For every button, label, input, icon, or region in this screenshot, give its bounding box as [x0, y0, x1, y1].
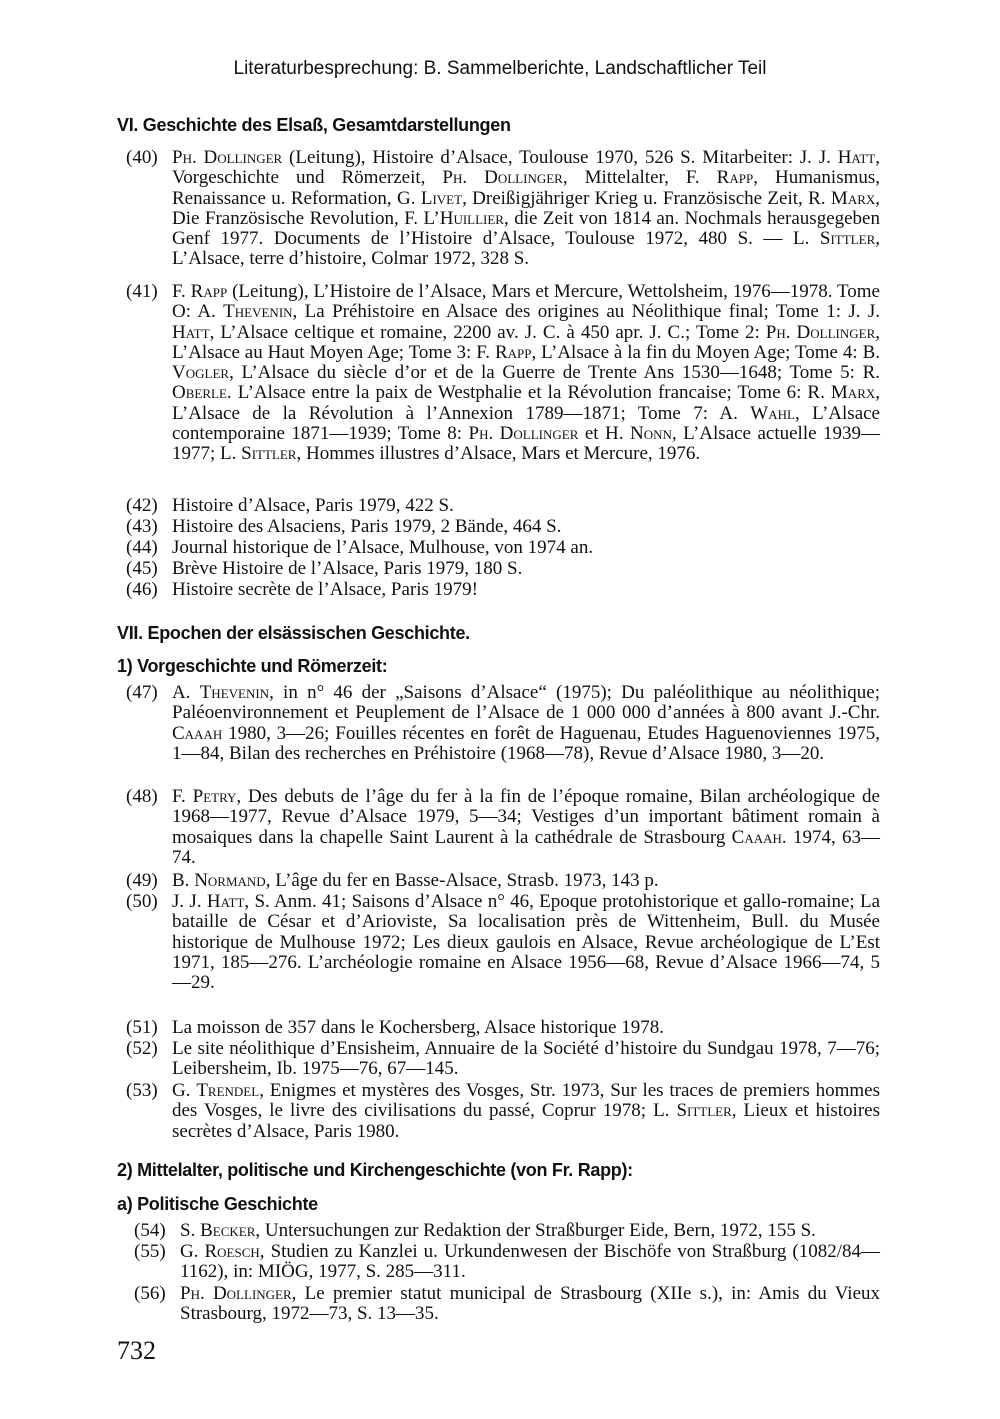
bib-entry-51	[126, 1017, 880, 1038]
entry-text: B. Normand, L’âge du fer en Basse-Alsace, Strasb. 1973, 143 p.	[172, 870, 659, 891]
entry-number: (45)	[126, 558, 158, 579]
bib-entry-42	[126, 495, 880, 516]
entry-number: (44)	[126, 537, 158, 558]
entry-number: (56)	[134, 1283, 166, 1304]
bib-entry-43	[126, 516, 880, 537]
entry-number: (53)	[126, 1080, 158, 1101]
entry-text: S. Becker, Untersuchungen zur Redaktion der Straßburger Eide, Bern, 1972, 155 S.	[180, 1220, 816, 1241]
entry-number: (49)	[126, 870, 158, 891]
entry-text: G. Roesch, Studien zu Kanzlei u. Urkundenwesen der Bischöfe von Straßburg (1082/84—1162), in: MIÖG, 1977, S. 285—311.	[180, 1241, 880, 1283]
entry-text: F. Petry, Des debuts de l’âge du fer à la fin de l’époque romaine, Bilan archéologique de 1968—1977, Revue d’Alsace 1979, 5—34; Vestiges d’un important bâtiment romain à mosaiques dans la chapelle Saint Laurent à la cathédrale de Strasbourg Caaah. 1974, 63—74.	[172, 786, 881, 868]
subheading-vorgeschichte: 1) Vorgeschichte und Römerzeit:	[117, 656, 388, 676]
entry-text: Le site néolithique d’Ensisheim, Annuaire de la Société d’histoire du Sundgau 1978, 7—76; Leibersheim, Ib. 1975—76, 67—145.	[172, 1038, 880, 1080]
bib-entry-47	[126, 682, 880, 764]
bib-entry-52	[126, 1038, 880, 1080]
entry-number: (54)	[134, 1220, 166, 1241]
entry-text: Histoire secrète de l’Alsace, Paris 1979!	[172, 579, 479, 600]
entry-text: G. Trendel, Enigmes et mystères des Vosges, Str. 1973, Sur les traces de premiers hommes des Vosges, le livre des civilisations du passé, Coprur 1978; L. Sittler, Lieux et histoires secrètes d’Alsace, Paris 1980.	[172, 1080, 880, 1142]
entry-text: Histoire d’Alsace, Paris 1979, 422 S.	[172, 495, 454, 516]
entry-text: F. Rapp (Leitung), L’Histoire de l’Alsace, Mars et Mercure, Wettolsheim, 1976—1978. Tome O: A. Thevenin, La Préhistoire en Alsace des origines au Néolithique final; Tome 1: J. J. Hatt, L’Alsace celtique et romaine, 2200 av. J. C. à 450 apr. J. C.; Tome 2: Ph. Dollinger, L’Alsace au Haut Moyen Age; Tome 3: F. Rapp, L’Alsace à la fin du Moyen Age; Tome 4: B. Vogler, L’Alsace du siècle d’or et de la Guerre de Trente Ans 1530—1648; Tome 5: R. Oberle. L’Alsace entre la paix de Westphalie et la Révolution francaise; Tome 6: R. Marx, L’Alsace de la Révolution à l’Annexion 1789—1871; Tome 7: A. Wahl, L’Alsace contemporaine 1871—1939; Tome 8: Ph. Dollinger et H. Nonn, L’Alsace actuelle 1939—1977; L. Sittler, Hommes illustres d’Alsace, Mars et Mercure, 1976.	[172, 281, 881, 465]
entry-text: Ph. Dollinger (Leitung), Histoire d’Alsace, Toulouse 1970, 526 S. Mitarbeiter: J. J. Hatt, Vorgeschichte und Römerzeit, Ph. Dollinger, Mittelalter, F. Rapp, Humanismus, Renaissance u. Reformation, G. Livet, Dreißigjähriger Krieg u. Französische Zeit, R. Marx, Die Französische Revolution, F. L’Huillier, die Zeit von 1814 an. Nochmals herausgegeben Genf 1977. Documents de l’Histoire d’Alsace, Toulouse 1972, 480 S. — L. Sittler, L’Alsace, terre d’histoire, Colmar 1972, 328 S.	[172, 147, 881, 270]
entry-text: Journal historique de l’Alsace, Mulhouse, von 1974 an.	[172, 537, 594, 558]
entry-number: (48)	[126, 786, 158, 807]
entry-number: (51)	[126, 1017, 158, 1038]
entry-text: A. Thevenin, in n° 46 der „Saisons d’Alsace“ (1975); Du paléolithique au néolithique; Paléoenvironnement et Peuplement de l’Alsace de 1 000 000 d’années à 800 avant J.-Chr. Caaah 1980, 3—26; Fouilles récentes en forêt de Haguenau, Etudes Haguenoviennes 1975, 1—84, Bilan des recherches en Préhistoire (1968—78), Revue d’Alsace 1980, 3—20.	[172, 682, 880, 764]
entry-text: La moisson de 357 dans le Kochersberg, Alsace historique 1978.	[172, 1017, 664, 1038]
entry-number: (50)	[126, 891, 158, 912]
entry-text: Histoire des Alsaciens, Paris 1979, 2 Bände, 464 S.	[172, 516, 562, 537]
bib-entry-44	[126, 537, 880, 558]
page-number: 732	[117, 1336, 156, 1365]
entry-number: (52)	[126, 1038, 158, 1059]
entry-number: (43)	[126, 516, 158, 537]
subheading-politische-geschichte: a) Politische Geschichte	[117, 1194, 318, 1214]
entry-number: (41)	[126, 281, 158, 302]
bib-entry-49	[126, 870, 880, 891]
entry-number: (47)	[126, 682, 158, 703]
bib-entry-41	[126, 281, 881, 465]
section-heading-vi: VI. Geschichte des Elsaß, Gesamtdarstellungen	[117, 115, 511, 135]
running-header: Literaturbesprechung: B. Sammelberichte, Landschaftlicher Teil	[233, 58, 767, 79]
entry-text: Ph. Dollinger, Le premier statut municipal de Strasbourg (XIIe s.), in: Amis du Vieux Strasbourg, 1972—73, S. 13—35.	[180, 1283, 881, 1325]
bib-entry-50	[126, 891, 881, 994]
entry-number: (55)	[134, 1241, 166, 1262]
bib-entry-55	[134, 1241, 880, 1283]
bib-entry-56	[134, 1283, 881, 1325]
section-heading-vii: VII. Epochen der elsässischen Geschichte.	[117, 623, 470, 643]
entry-number: (46)	[126, 579, 158, 600]
entry-text: Brève Histoire de l’Alsace, Paris 1979, 180 S.	[172, 558, 523, 579]
entry-number: (42)	[126, 495, 158, 516]
entry-text: J. J. Hatt, S. Anm. 41; Saisons d’Alsace n° 46, Epoque protohistorique et gallo-romaine; La bataille de César et d’Arioviste, Sa localisation près de Wittenheim, Bull. du Musée historique de Mulhouse 1972; Les dieux gaulois en Alsace, Revue archéologique de L’Est 1971, 185—276. L’archéologie romaine en Alsace 1956—68, Revue d’Alsace 1966—74, 5—29.	[172, 891, 881, 994]
bib-entry-40	[126, 147, 881, 270]
bib-entry-46	[126, 579, 880, 600]
bib-entry-54	[134, 1220, 880, 1241]
bib-entry-48	[126, 786, 881, 868]
entry-number: (40)	[126, 147, 158, 168]
subheading-mittelalter: 2) Mittelalter, politische und Kirchengeschichte (von Fr. Rapp):	[117, 1160, 633, 1180]
bib-entry-53	[126, 1080, 880, 1142]
bib-entry-45	[126, 558, 880, 579]
